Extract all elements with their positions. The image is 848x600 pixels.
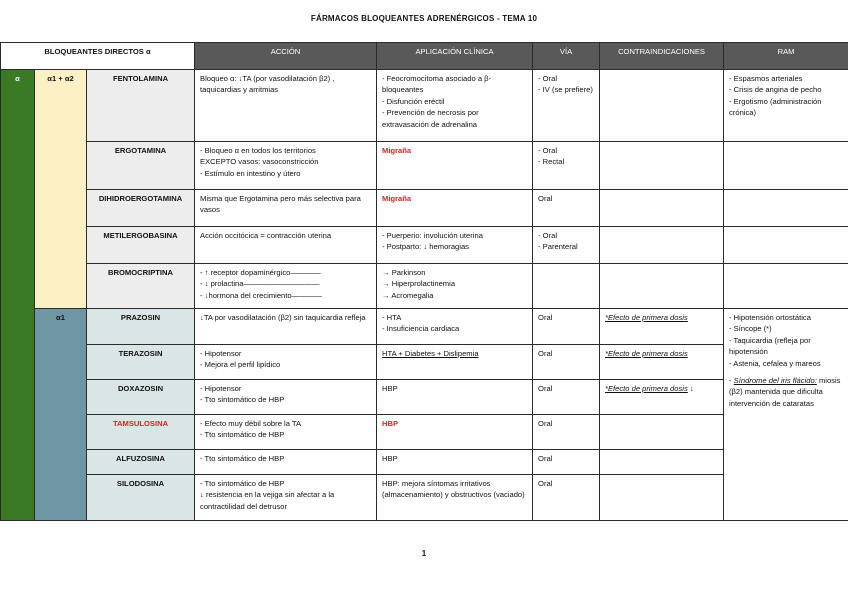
via-terazosin: Oral — [533, 345, 600, 380]
table-row — [1, 415, 848, 450]
table-row — [1, 190, 848, 227]
aplicacion-doxazosin: HBP — [377, 380, 533, 415]
table-row — [1, 142, 848, 190]
accion-prazosin: ↓TA por vasodilatación (β2) sin taquicardia refleja — [195, 309, 377, 345]
drug-name-silodosina: SILODOSINA — [87, 475, 195, 521]
via-silodosina: Oral — [533, 475, 600, 521]
via-doxazosin: Oral — [533, 380, 600, 415]
ram-fentolamina: - Espasmos arteriales - Crisis de angina de pecho - Ergotismo (administración crónica) — [724, 70, 848, 142]
accion-doxazosin: - Hipotensor - Tto sintomático de HBP — [195, 380, 377, 415]
aplicacion-bromocriptina: → Parkinson → Hiperprolactinemia → Acromegalia — [377, 264, 533, 309]
aplicacion-tamsulosina: HBP — [377, 415, 533, 450]
table-row — [1, 309, 848, 345]
ram-dihidroergotamina — [724, 190, 848, 227]
header-aplicacion: APLICACIÓN CLÍNICA — [377, 43, 533, 70]
contra-terazosin: *Efecto de primera dosis — [600, 345, 724, 380]
ram-ergotamina — [724, 142, 848, 190]
accion-tamsulosina: - Efecto muy débil sobre la TA - Tto sintomático de HBP — [195, 415, 377, 450]
accion-alfuzosina: - Tto sintomático de HBP — [195, 450, 377, 475]
drug-name-dihidroergotamina: DIHIDROERGOTAMINA — [87, 190, 195, 227]
iris-syndrome-title: Síndrome del iris flácido: — [733, 375, 817, 385]
table-row — [1, 380, 848, 415]
aplicacion-silodosina: HBP: mejora síntomas irritativos (almacenamiento) y obstructivos (vaciado) — [377, 475, 533, 521]
table-row — [1, 227, 848, 264]
alpha-group-cell: α — [1, 70, 35, 521]
drug-name-bromocriptina: BROMOCRIPTINA — [87, 264, 195, 309]
accion-silodosina: - Tto sintomático de HBP ↓ resistencia en la vejiga sin afectar a la contractilidad del detrusor — [195, 475, 377, 521]
contra-fentolamina — [600, 70, 724, 142]
via-ergotamina: - Oral - Rectal — [533, 142, 600, 190]
aplicacion-alfuzosina: HBP — [377, 450, 533, 475]
aplicacion-dihidroergotamina: Migraña — [377, 190, 533, 227]
ram-bromocriptina — [724, 264, 848, 309]
header-bloqueantes: BLOQUEANTES DIRECTOS α — [1, 43, 195, 70]
via-prazosin: Oral — [533, 309, 600, 345]
contra-bromocriptina — [600, 264, 724, 309]
drug-name-terazosin: TERAZOSIN — [87, 345, 195, 380]
page-number: 1 — [421, 549, 427, 558]
via-alfuzosina: Oral — [533, 450, 600, 475]
table-row — [1, 70, 848, 142]
aplicacion-terazosin: HTA + Diabetes + Dislipemia — [377, 345, 533, 380]
via-metilergobasina: - Oral - Parenteral — [533, 227, 600, 264]
header-accion: ACCIÓN — [195, 43, 377, 70]
ram-alpha1: - Hipotensión ortostática - Síncope (*) - Taquicardia (refleja por hipotensión - Astenia, cefalea y mareos - Síndrome del iris flácido: miosis (β2) mantenida que dificulta intervención de cataratas — [724, 309, 848, 521]
contra-doxazosin: *Efecto de primera dosis ↓ — [600, 380, 724, 415]
contra-alfuzosina — [600, 450, 724, 475]
drug-name-metilergobasina: METILERGOBASINA — [87, 227, 195, 264]
contra-silodosina — [600, 475, 724, 521]
accion-fentolamina: Bloqueo α: ↓TA (por vasodilatación β2) , taquicardias y arritmias — [195, 70, 377, 142]
via-bromocriptina — [533, 264, 600, 309]
aplicacion-fentolamina: - Feocromocitoma asociado a β-bloqueantes - Disfunción eréctil - Prevención de necrosis por extravasación de adrenalina — [377, 70, 533, 142]
drug-table — [0, 42, 848, 521]
table-row — [1, 345, 848, 380]
drug-name-alfuzosina: ALFUZOSINA — [87, 450, 195, 475]
drug-name-tamsulosina: TAMSULOSINA — [87, 415, 195, 450]
contra-dihidroergotamina — [600, 190, 724, 227]
via-tamsulosina: Oral — [533, 415, 600, 450]
aplicacion-prazosin: - HTA - Insuficiencia cardiaca — [377, 309, 533, 345]
header-row — [1, 43, 848, 70]
accion-bromocriptina: - ↑ receptor dopaminérgico———— - ↓ prolactina—————————— - ↓hormona del crecimiento———— — [195, 264, 377, 309]
via-dihidroergotamina: Oral — [533, 190, 600, 227]
aplicacion-ergotamina: Migraña — [377, 142, 533, 190]
contra-tamsulosina — [600, 415, 724, 450]
accion-terazosin: - Hipotensor - Mejora el perfil lipídico — [195, 345, 377, 380]
alpha1-subgroup-cell: α1 — [35, 309, 87, 521]
header-contraindicaciones: CONTRAINDICACIONES — [600, 43, 724, 70]
accion-dihidroergotamina: Misma que Ergotamina pero más selectiva para vasos — [195, 190, 377, 227]
table-row — [1, 475, 848, 521]
table-row — [1, 264, 848, 309]
contra-metilergobasina — [600, 227, 724, 264]
via-fentolamina: - Oral - IV (se prefiere) — [533, 70, 600, 142]
accion-metilergobasina: Acción occitócica = contracción uterina — [195, 227, 377, 264]
aplicacion-metilergobasina: - Puerperio: involución uterina - Postparto: ↓ hemoragias — [377, 227, 533, 264]
accion-ergotamina: - Bloqueo α en todos los territorios EXCEPTO vasos: vasoconstricción - Estímulo en intestino y útero — [195, 142, 377, 190]
drug-name-prazosin: PRAZOSIN — [87, 309, 195, 345]
ram-metilergobasina — [724, 227, 848, 264]
drug-name-fentolamina: FENTOLAMINA — [87, 70, 195, 142]
contra-ergotamina — [600, 142, 724, 190]
drug-name-ergotamina: ERGOTAMINA — [87, 142, 195, 190]
header-via: VÍA — [533, 43, 600, 70]
table-row — [1, 450, 848, 475]
header-ram: RAM — [724, 43, 848, 70]
drug-name-doxazosin: DOXAZOSIN — [87, 380, 195, 415]
contra-prazosin: *Efecto de primera dosis — [600, 309, 724, 345]
alpha1-alpha2-subgroup-cell: α1 + α2 — [35, 70, 87, 309]
page-title: FÁRMACOS BLOQUEANTES ADRENÉRGICOS - TEMA 10 — [310, 14, 538, 23]
